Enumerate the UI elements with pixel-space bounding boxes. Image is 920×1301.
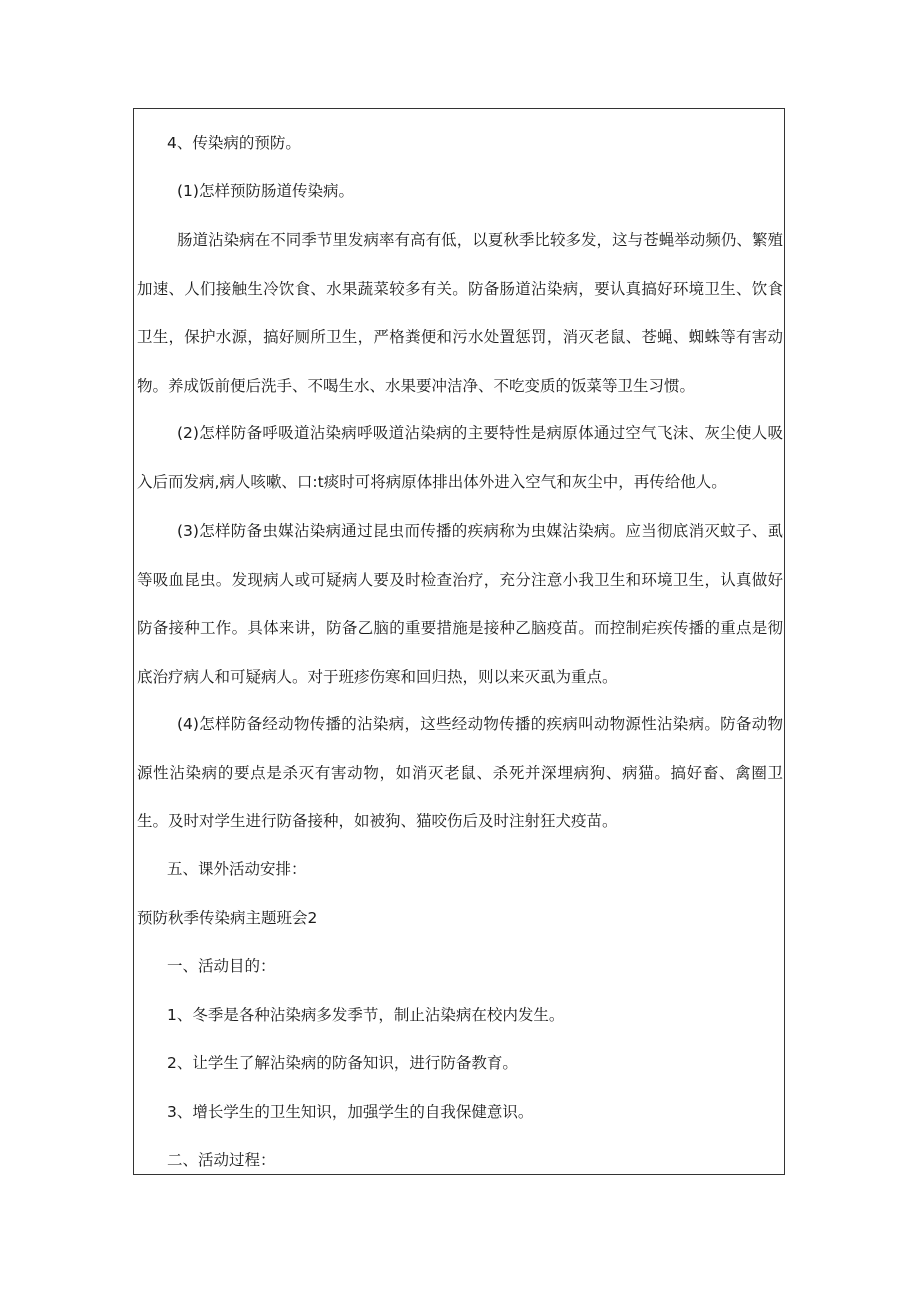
heading-prevention: 4、传染病的预防。 — [167, 134, 301, 152]
heading-purpose: 一、活动目的： — [167, 957, 276, 975]
subheading-intestinal: (1)怎样预防肠道传染病。 — [177, 182, 354, 200]
title-class-meeting: 预防秋季传染病主题班会2 — [137, 909, 318, 927]
paragraph-respiratory: (2)怎样防备呼吸道沾染病呼吸道沾染病的主要特性是病原体通过空气飞沫、灰尘使人吸入后而发病,病人咳嗽、口:t痰时可将病原体排出体外进入空气和灰尘中，再传给他人。 — [137, 424, 783, 491]
heading-process: 二、活动过程： — [167, 1151, 276, 1169]
document-page — [133, 108, 785, 1175]
purpose-item-1: 1、冬季是各种沾染病多发季节，制止沾染病在校内发生。 — [167, 1006, 565, 1024]
paragraph-intestinal: 肠道沾染病在不同季节里发病率有高有低，以夏秋季比较多发，这与苍蝇举动频仍、繁殖加速、人们接触生冷饮食、水果蔬菜较多有关。防备肠道沾染病，要认真搞好环境卫生、饮食卫生，保护水源，搞好厕所卫生，严格粪便和污水处置惩罚，消灭老鼠、苍蝇、蜘蛛等有害动物。养成饭前便后洗手、不喝生水、水果要冲洁净、不吃变质的饭菜等卫生习惯。 — [137, 231, 783, 395]
paragraph-animal-borne: (4)怎样防备经动物传播的沾染病，这些经动物传播的疾病叫动物源性沾染病。防备动物源性沾染病的要点是杀灭有害动物，如消灭老鼠、杀死并深埋病狗、病猫。搞好畜、禽圈卫生。及时对学生进行防备接种，如被狗、猫咬伤后及时注射狂犬疫苗。 — [137, 715, 783, 831]
heading-extracurricular: 五、课外活动安排： — [167, 860, 307, 878]
paragraph-insect-borne: (3)怎样防备虫媒沾染病通过昆虫而传播的疾病称为虫媒沾染病。应当彻底消灭蚊子、虱等吸血昆虫。发现病人或可疑病人要及时检查治疗，充分注意小我卫生和环境卫生，认真做好防备接种工作。具体来讲，防备乙脑的重要措施是接种乙脑疫苗。而控制疟疾传播的重点是彻底治疗病人和可疑病人。对于班疹伤寒和回归热，则以来灭虱为重点。 — [137, 522, 783, 686]
purpose-item-3: 3、增长学生的卫生知识，加强学生的自我保健意识。 — [167, 1103, 534, 1121]
purpose-item-2: 2、让学生了解沾染病的防备知识，进行防备教育。 — [167, 1054, 518, 1072]
